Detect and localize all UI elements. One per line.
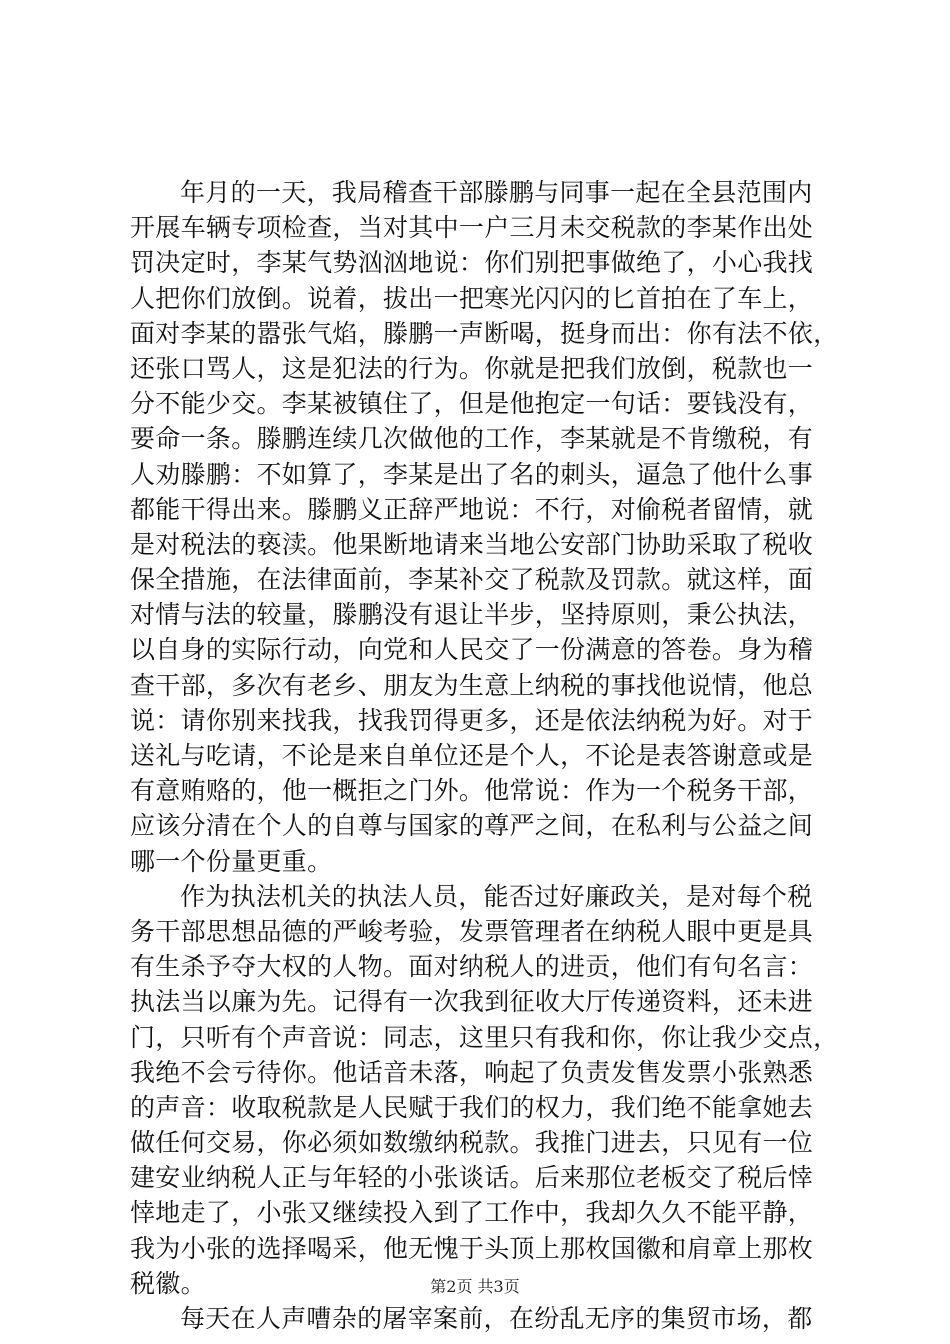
paragraph-line: 罚决定时，李某气势汹汹地说：你们别把事做绝了，小心我找 (130, 248, 814, 278)
paragraph-line: 保全措施，在法律面前，李某补交了税款及罚款。就这样，面 (130, 565, 814, 595)
paragraph-line: 面对李某的嚣张气焰，滕鹏一声断喝，挺身而出：你有法不依， (130, 318, 839, 348)
paragraph (130, 1301, 830, 1336)
paragraph-line: 哪一个份量更重。 (130, 846, 333, 876)
paragraph-line: 应该分清在个人的自尊与国家的尊严之间，在私利与公益之间 (130, 811, 814, 841)
paragraph-line: 说：请你别来找我，找我罚得更多，还是依法纳税为好。对于 (130, 705, 814, 735)
paragraph-line: 年月的一天，我局稽查干部滕鹏与同事一起在全县范围内 (180, 178, 813, 207)
paragraph-line: 是对税法的亵渎。他果断地请来当地公安部门协助采取了税收 (130, 529, 814, 559)
paragraph-line: 作为执法机关的执法人员，能否过好廉政关，是对每个税 (180, 881, 813, 911)
paragraph-line: 我为小张的选择喝采，他无愧于头顶上那枚国徽和肩章上那枚 (130, 1233, 814, 1263)
paragraph-line: 还张口骂人，这是犯法的行为。你就是把我们放倒，税款也一 (130, 353, 814, 383)
paragraph-line: 分不能少交。李某被镇住了，但是他抱定一句话：要钱没有， (130, 389, 814, 419)
paragraph-line: 送礼与吃请，不论是来自单位还是个人，不论是表答谢意或是 (130, 741, 814, 770)
paragraph-line: 都能干得出来。滕鹏义正辞严地说：不行，对偷税者留情，就 (130, 494, 814, 524)
page-footer: 第2页 共3页 (430, 1277, 520, 1296)
paragraph-line: 以自身的实际行动，向党和人民交了一份满意的答卷。身为稽 (130, 635, 814, 665)
paragraph-line: 有生杀予夺大权的人物。面对纳税人的进贡，他们有句名言： (130, 952, 814, 982)
paragraph-line: 的声音：收取税款是人民赋于我们的权力，我们绝不能拿她去 (130, 1092, 814, 1122)
paragraph (130, 879, 839, 1301)
paragraph-line: 务干部思想品德的严峻考验，发票管理者在纳税人眼中更是具 (130, 916, 814, 946)
paragraph-line: 人把你们放倒。说着，拔出一把寒光闪闪的匕首拍在了车上， (130, 283, 814, 313)
paragraph-line: 我绝不会亏待你。他话音未落，响起了负责发售发票小张熟悉 (130, 1057, 814, 1087)
paragraph-line: 有意贿赂的，他一概拒之门外。他常说：作为一个税务干部， (130, 776, 814, 806)
paragraph (130, 175, 839, 879)
paragraph-line: 对情与法的较量，滕鹏没有退让半步，坚持原则，秉公执法， (130, 600, 814, 630)
paragraph-line: 执法当以廉为先。记得有一次我到征收大厅传递资料，还未进 (130, 987, 814, 1017)
paragraph-line: 开展车辆专项检查，当对其中一户三月未交税款的李某作出处 (130, 213, 814, 243)
paragraph-line: 人劝滕鹏：不如算了，李某是出了名的刺头，逼急了他什么事 (130, 459, 814, 489)
paragraph-line: 做任何交易，你必须如数缴纳税款。我推门进去，只见有一位 (130, 1128, 814, 1158)
paragraph-line: 每天在人声嘈杂的屠宰案前，在纷乱无序的集贸市场，都 (180, 1304, 813, 1333)
paragraph-line: 建安业纳税人正与年轻的小张谈话。后来那位老板交了税后悻 (130, 1163, 814, 1193)
paragraph-line: 悻地走了，小张又继续投入到了工作中，我却久久不能平静， (130, 1198, 814, 1228)
paragraph-line: 要命一条。滕鹏连续几次做他的工作，李某就是不肯缴税，有 (130, 424, 814, 454)
paragraph-line: 税徽。 (130, 1268, 206, 1298)
paragraph-line: 门，只听有个声音说：同志，这里只有我和你，你让我少交点， (130, 1022, 839, 1052)
paragraph-line: 查干部，多次有老乡、朋友为生意上纳税的事找他说情，他总 (130, 670, 814, 700)
body-text (130, 175, 839, 1336)
